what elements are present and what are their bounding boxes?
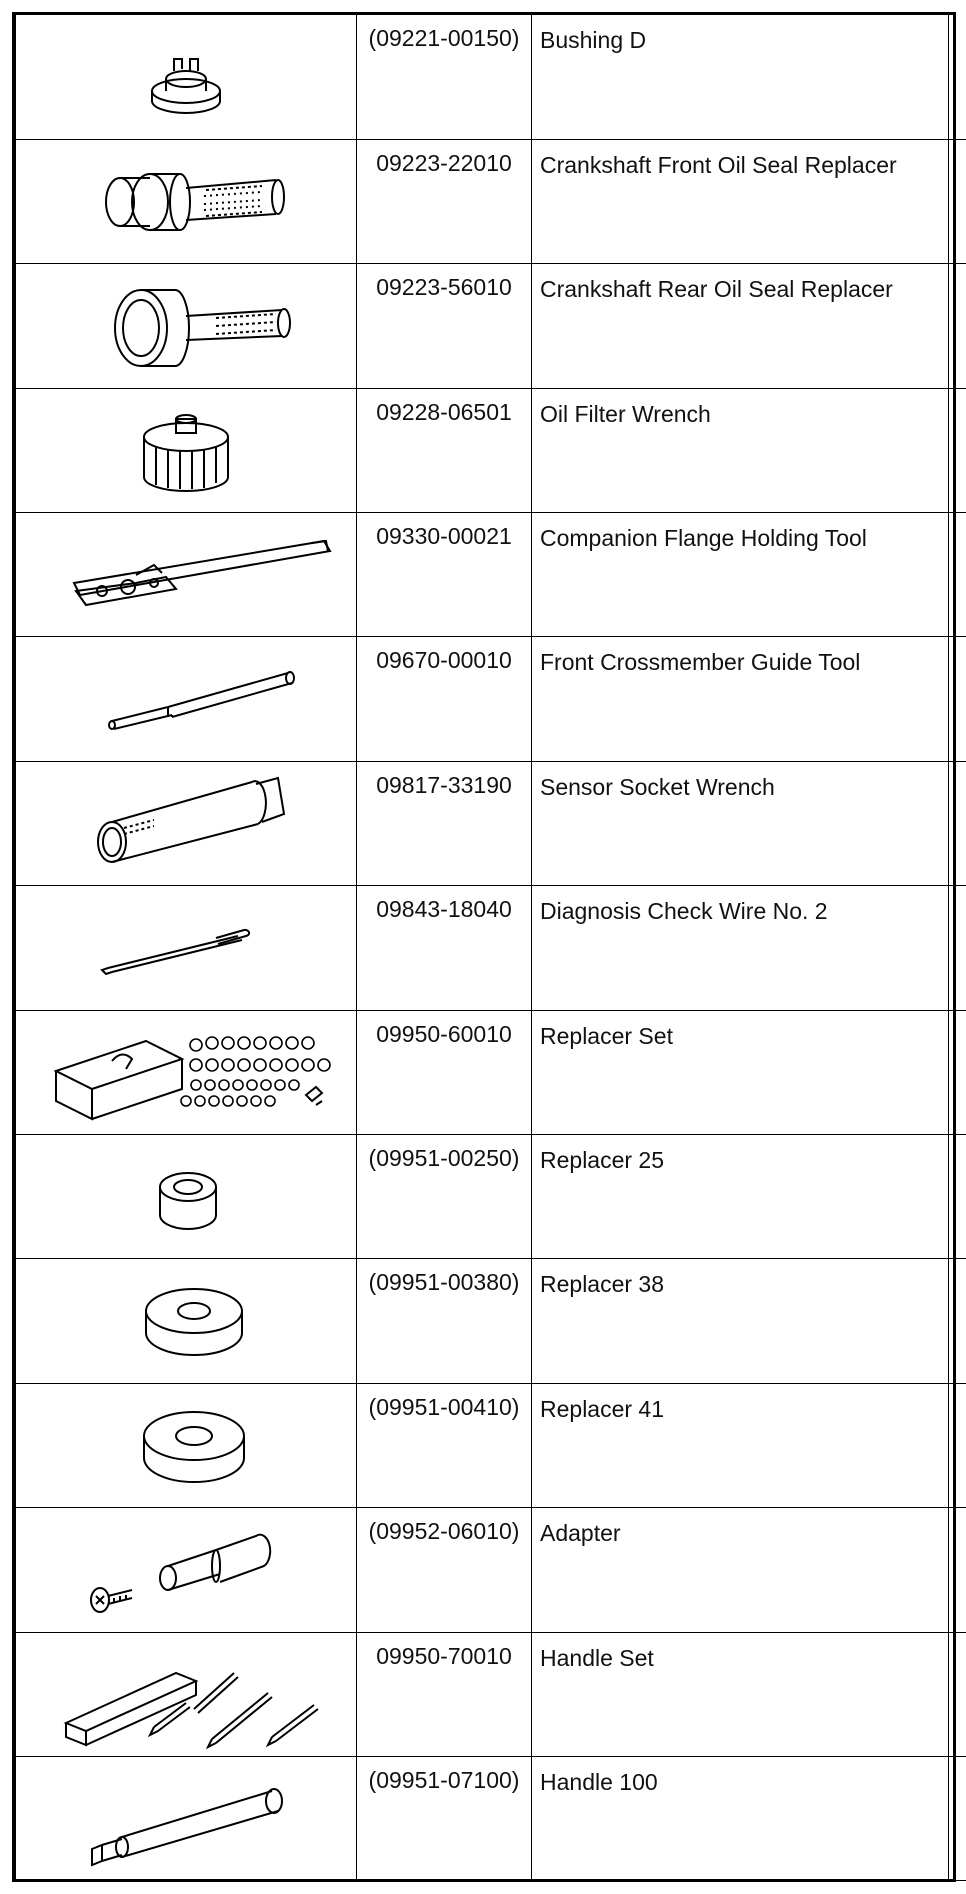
part-number: 09843-18040: [357, 886, 532, 1010]
table-row: [16, 139, 966, 263]
part-number: 09223-56010: [357, 264, 532, 388]
part-number: 09228-06501: [357, 388, 532, 512]
tool-name: Replacer 38: [532, 1259, 949, 1383]
tool-image-cell: [16, 139, 357, 263]
tool-image-cell: [16, 1010, 357, 1134]
table-row: [16, 388, 966, 512]
tool-image-cell: [16, 1135, 357, 1259]
tool-name: Oil Filter Wrench: [532, 388, 949, 512]
part-number: (09951-07100): [357, 1756, 532, 1880]
table-row: [16, 1632, 966, 1756]
part-number: 09950-70010: [357, 1632, 532, 1756]
part-number: (09952-06010): [357, 1508, 532, 1632]
part-number: (09221-00150): [357, 15, 532, 139]
table-row: [16, 1383, 966, 1507]
tool-name: Diagnosis Check Wire No. 2: [532, 886, 949, 1010]
tool-name: Handle Set: [532, 1632, 949, 1756]
special-tools-table: [12, 12, 956, 1882]
tool-image-cell: [16, 637, 357, 761]
adapter-icon: [16, 1508, 356, 1630]
table-row: [16, 1756, 966, 1880]
part-number: (09951-00380): [357, 1259, 532, 1383]
tool-name: Bushing D: [532, 15, 949, 139]
table-row: [16, 761, 966, 885]
table-row: [16, 1259, 966, 1383]
front-seal-replacer-icon: [16, 140, 356, 262]
tool-image-cell: [16, 513, 357, 637]
part-number: (09951-00410): [357, 1383, 532, 1507]
replacer-41-icon: [16, 1384, 356, 1506]
bushing-icon: [16, 15, 356, 137]
handle-set-icon: [16, 1633, 356, 1755]
tool-image-cell: [16, 388, 357, 512]
table-row: [16, 637, 966, 761]
table-row: [16, 1135, 966, 1259]
table-row: [16, 513, 966, 637]
table-row: [16, 886, 966, 1010]
tool-name: Crankshaft Front Oil Seal Replacer: [532, 139, 949, 263]
flange-holding-tool-icon: [16, 513, 356, 635]
tool-name: Handle 100: [532, 1756, 949, 1880]
tool-name: Sensor Socket Wrench: [532, 761, 949, 885]
replacer-set-icon: [16, 1011, 356, 1133]
tool-image-cell: [16, 1383, 357, 1507]
socket-wrench-icon: [16, 762, 356, 884]
tools-table: [15, 15, 966, 1881]
tool-image-cell: [16, 1508, 357, 1632]
part-number: (09951-00250): [357, 1135, 532, 1259]
tool-image-cell: [16, 1632, 357, 1756]
table-row: [16, 264, 966, 388]
part-number: 09950-60010: [357, 1010, 532, 1134]
tool-image-cell: [16, 1756, 357, 1880]
table-row: [16, 1010, 966, 1134]
tool-name: Companion Flange Holding Tool: [532, 513, 949, 637]
replacer-38-icon: [16, 1259, 356, 1381]
part-number: 09223-22010: [357, 139, 532, 263]
part-number: 09817-33190: [357, 761, 532, 885]
tool-image-cell: [16, 886, 357, 1010]
tool-name: Adapter: [532, 1508, 949, 1632]
check-wire-icon: [16, 886, 356, 1008]
tool-name: Replacer Set: [532, 1010, 949, 1134]
oil-filter-wrench-icon: [16, 389, 356, 511]
tool-image-cell: [16, 761, 357, 885]
tool-name: Crankshaft Rear Oil Seal Replacer: [532, 264, 949, 388]
rear-seal-replacer-icon: [16, 264, 356, 386]
table-row: [16, 15, 966, 139]
tool-image-cell: [16, 1259, 357, 1383]
handle-100-icon: [16, 1757, 356, 1879]
replacer-25-icon: [16, 1135, 356, 1257]
tool-name: Replacer 25: [532, 1135, 949, 1259]
tool-name: Front Crossmember Guide Tool: [532, 637, 949, 761]
tool-image-cell: [16, 15, 357, 139]
guide-tool-icon: [16, 637, 356, 759]
table-row: [16, 1508, 966, 1632]
tool-image-cell: [16, 264, 357, 388]
part-number: 09330-00021: [357, 513, 532, 637]
part-number: 09670-00010: [357, 637, 532, 761]
tool-name: Replacer 41: [532, 1383, 949, 1507]
